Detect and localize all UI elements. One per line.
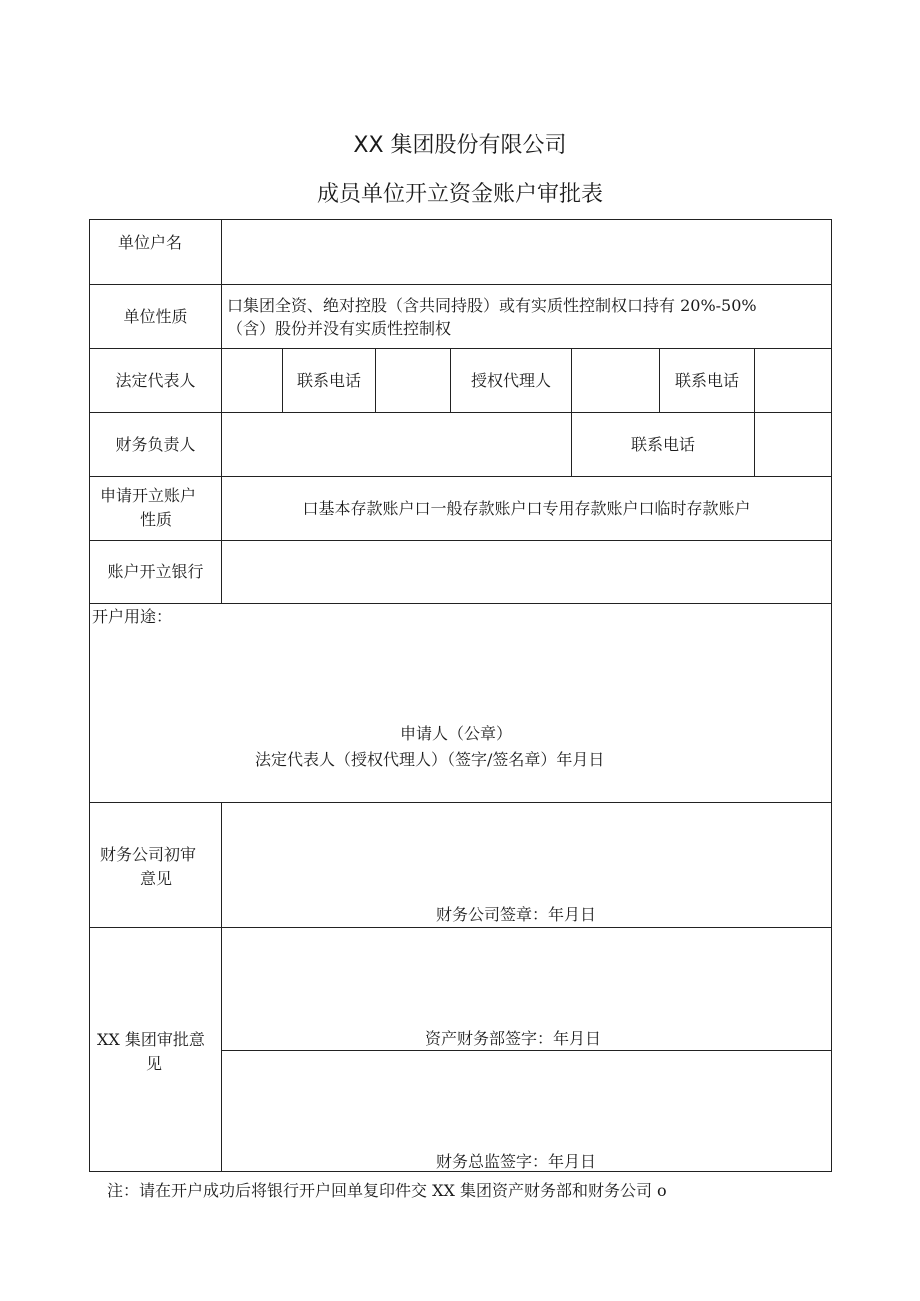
row-divider	[221, 1050, 832, 1051]
finance-co-review-label-line1: 财务公司初审	[100, 845, 197, 864]
contact-phone-field[interactable]	[376, 349, 450, 412]
contact-phone-field-3[interactable]	[755, 413, 831, 476]
unit-nature-options-line2: （含）股份并没有实质性控制权	[227, 319, 452, 338]
contact-phone-label-2: 联系电话	[674, 370, 739, 390]
legal-rep-field[interactable]	[222, 349, 282, 412]
contact-phone-label: 联系电话	[296, 370, 361, 390]
opening-bank-field[interactable]	[222, 541, 831, 603]
cfo-signature: 财务总监签字：年月日	[436, 1152, 597, 1171]
unit-name-label: 单位户名	[118, 233, 183, 252]
applicant-seal: 申请人（公章）	[400, 724, 513, 743]
legal-rep-label: 法定代表人	[115, 370, 196, 390]
authorized-agent-label: 授权代理人	[470, 370, 551, 390]
legal-rep-signature: 法定代表人（授权代理人）（签字/签名章）年月日	[255, 750, 605, 769]
finance-head-label: 财务负责人	[115, 434, 196, 454]
row-divider	[89, 603, 832, 604]
opening-bank-label: 账户开立银行	[107, 562, 204, 581]
finance-co-review-label-line2: 意见	[140, 869, 173, 888]
form-title: 成员单位开立资金账户审批表	[316, 182, 603, 207]
account-type-options[interactable]: 口基本存款账户口一般存款账户口专用存款账户口临时存款账户	[302, 498, 751, 518]
unit-nature-label: 单位性质	[123, 306, 188, 326]
row-divider	[89, 927, 832, 928]
company-title: XX 集团股份有限公司	[353, 133, 567, 158]
unit-nature-options-line1: 口集团全资、绝对控股（含共同持股）或有实质性控制权口持有 20%-50%	[227, 296, 757, 315]
footnote: 注：请在开户成功后将银行开户回单复印件交 XX 集团资产财务部和财务公司 o	[107, 1181, 667, 1200]
account-type-label-line1: 申请开立账户	[100, 486, 197, 505]
finance-head-field[interactable]	[222, 413, 571, 476]
account-type-label-line2: 性质	[140, 510, 173, 529]
finance-co-seal: 财务公司签章：年月日	[436, 905, 597, 924]
group-review-label-line1: XX 集团审批意	[97, 1030, 205, 1049]
authorized-agent-field[interactable]	[572, 349, 659, 412]
row-divider	[89, 802, 832, 803]
purpose-label: 开户用途：	[92, 607, 173, 626]
contact-phone-field-2[interactable]	[755, 349, 831, 412]
column-divider	[221, 802, 222, 1172]
group-review-label-line2: 见	[146, 1054, 163, 1073]
unit-name-field[interactable]	[222, 220, 831, 283]
contact-phone-label-3: 联系电话	[630, 434, 695, 454]
asset-finance-signature: 资产财务部签字：年月日	[425, 1029, 602, 1048]
